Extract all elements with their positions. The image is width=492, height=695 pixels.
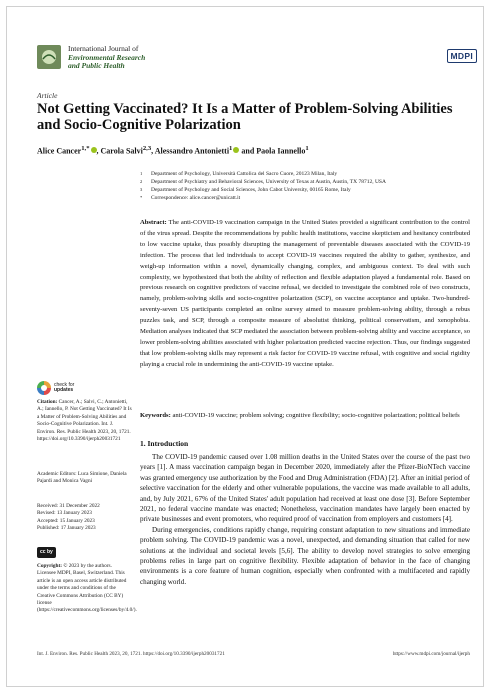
affiliation-number: 2 — [140, 179, 143, 185]
cc-by-icon: cc by — [37, 547, 56, 558]
mdpi-logo[interactable]: MDPI — [447, 49, 477, 63]
accepted-date: Accepted: 15 January 2023 — [37, 517, 95, 524]
affiliation-text: Department of Psychiatry and Behavioral Sciences, University of Texas at Austin, Austin, TX 78712, USA — [151, 179, 386, 186]
paper-title: Not Getting Vaccinated? It Is a Matter of Problem-Solving Abilities and Socio-Cognitive Polarization — [37, 101, 453, 133]
affiliations — [140, 170, 470, 202]
correspondence-email[interactable]: Correspondence: alice.cancer@unicatt.it — [151, 195, 241, 202]
keywords-text: anti-COVID-19 vaccine; problem solving; cognitive flexibility; socio-cognitive polarization; political beliefs — [172, 412, 460, 419]
paragraph: The COVID-19 pandemic caused over 1.08 million deaths in the United States over the course of the past two years [1]. A mass vaccination campaign began in December 2020, immediately after the Pfizer-BioNTech vaccine was granted emergency use authorization by the Food and Drug Administration (FDA) [2]. After an initial period of selective vaccination for the elderly and other vulnerable populations, the vaccine was made available to all adults, and, by July 2021, 67% of the United States' adult population had received at least one dose [3]. Before September 2021, no federal vaccine mandate was enacted; Nonetheless, vaccination mandates have largely been enacted by private businesses and event promoters, who required proof of vaccination from employers and customers [4]. — [140, 453, 470, 524]
journal-line-1: International Journal of — [68, 44, 139, 53]
publication-dates — [37, 503, 132, 533]
check-for-updates-badge[interactable] — [37, 381, 132, 395]
abstract-label: Abstract: — [140, 219, 167, 226]
cc-license-badge[interactable] — [37, 547, 132, 558]
author-affil-marker: 1 — [229, 145, 233, 152]
copyright-label: Copyright: — [37, 563, 63, 569]
footer-journal-url[interactable]: https://www.mdpi.com/journal/ijerph — [392, 651, 470, 657]
keywords — [140, 411, 470, 422]
journal-line-3: and Public Health — [68, 61, 125, 71]
citation-text: Cancer, A.; Salvi, C.; Antonietti, A.; Iannello, P. Not Getting Vaccinated? It Is a Matter of Problem-Solving Abilities and Socio-Cognitive Polarization. Int. J. Environ. Res. Public Health 2023, 20, 1721. https://doi.org/10.3390/ijerph20031721 — [37, 399, 132, 443]
author-name[interactable]: Paola Iannello — [256, 146, 306, 156]
revised-date: Revised: 13 January 2023 — [37, 510, 92, 517]
affiliation-number: 1 — [140, 171, 143, 176]
academic-editors: Academic Editors: Luca Simione, Daniela Pajardi and Monica Vagni — [37, 471, 127, 485]
section-body — [140, 452, 470, 587]
paragraph: During emergencies, conditions rapidly change, requiring constant adaptation to new situations and immediate problem solving. The COVID-19 pandemic was a novel, unexpected, and demanding situation that called for new solutions at the individual and societal levels [5,6]. The ability to develop novel strategies to solve emerging problems relies in large part on cognitive flexibility. Flexible adaptation of behavior in the face of changing environments is a core feature of human cognition, especially when confronted with a multifaceted and rapidly changing world. — [140, 525, 470, 586]
affiliation-text: Department of Psychology, Università Cattolica del Sacro Cuore, 20123 Milan, Italy — [151, 171, 338, 177]
abstract — [140, 218, 470, 371]
copyright-text: © 2023 by the authors. Licensee MDPI, Basel, Switzerland. This article is an open access article distributed under the terms and conditions of the Creative Commons Attribution (CC BY) license (https://creativecommons.org/licenses/by/4.0/). — [37, 563, 137, 614]
author-name[interactable]: Alessandro Antonietti — [154, 146, 230, 156]
citation-label: Citation: — [37, 399, 58, 405]
journal-name — [68, 45, 145, 71]
affiliation-number: * — [140, 195, 143, 201]
author-list: Alice Cancer$^{1,*}$ , Carola Salvi$^{2,3}$, Alessandro Antonietti$^1$ and Paola Iannello$^1$ — [37, 145, 309, 156]
affiliation-item — [140, 170, 470, 178]
page-footer — [37, 651, 470, 657]
section-heading: 1. Introduction — [140, 439, 189, 448]
author-affil-marker: 1,* — [81, 145, 90, 152]
check-updates-line-1: check for — [54, 381, 75, 388]
orcid-icon[interactable] — [233, 147, 239, 153]
journal-header — [37, 43, 477, 79]
affiliation-item — [140, 178, 470, 186]
author-affil-marker: 2,3 — [142, 145, 152, 152]
footer-citation[interactable]: Int. J. Environ. Res. Public Health 2023, 20, 1721. https://doi.org/10.3390/ijerph20031721 — [37, 651, 225, 657]
correspondence[interactable] — [140, 194, 470, 202]
abstract-text: The anti-COVID-19 vaccination campaign in the United States provided a significant contribution to the control of the virus spread. Despite the recommendations by public health institutions, vaccine skepticism and hesitancy contributed to low vaccine uptake, thus possibly disrupting the management of preventable diseases associated with the COVID-19 infection. The process that led individuals to accept COVID-19 vaccines required the ability to gather, synthesize, and weigh-up information within a novel, dynamically changing, complex, and ambiguous context. To deal with such complexity, we hypothesized that both the ability of reflection and flexible adaptation played a fundamental role. Based on previous research on cognitive predictors of vaccine refusal, we decided to investigate the combined role of two constructs, namely, problem-solving skills and socio-cognitive polarization (SCP), on vaccine acceptance and uptake. Two-hundred-seventy-seven US participants completed an online survey aimed to measure problem-solving ability, through a rebus puzzles task, and SCP, through a composite measure of absolutist thinking, political conservatism, and xenophobia. Mediation analyses indicated that SCP mediated the association between problem-solving ability and vaccine acceptance, so lower problem-solving abilities associated with higher polarization predicted vaccine rejection. Thus, our findings suggested that low problem-solving skills may represent a risk factor for COVID-19 vaccine refusal, with cognitive and social rigidity playing a crucial role in undermining the anti-COVID-19 vaccine uptake. — [140, 219, 471, 368]
citation-block — [37, 399, 132, 443]
affiliation-number: 3 — [140, 187, 143, 193]
author-name[interactable]: Carola Salvi — [100, 146, 143, 156]
check-updates-icon — [37, 381, 51, 395]
copyright-block — [37, 563, 137, 615]
author-name[interactable]: Alice Cancer — [37, 146, 82, 156]
received-date: Received: 31 December 2022 — [37, 503, 100, 509]
affiliation-item — [140, 186, 470, 194]
article-type: Article — [37, 91, 58, 100]
published-date: Published: 17 January 2023 — [37, 525, 96, 532]
author-affil-marker: 1 — [305, 145, 309, 152]
paper-page — [6, 6, 484, 687]
orcid-icon[interactable] — [91, 147, 97, 153]
keywords-label: Keywords: — [140, 412, 171, 419]
journal-logo-icon — [37, 45, 61, 69]
journal-line-2: Environmental Research — [68, 52, 146, 62]
check-updates-line-2: updates — [54, 387, 74, 393]
affiliation-text: Department of Psychology and Social Sciences, John Cabot University, 00165 Rome, Italy — [151, 187, 351, 194]
